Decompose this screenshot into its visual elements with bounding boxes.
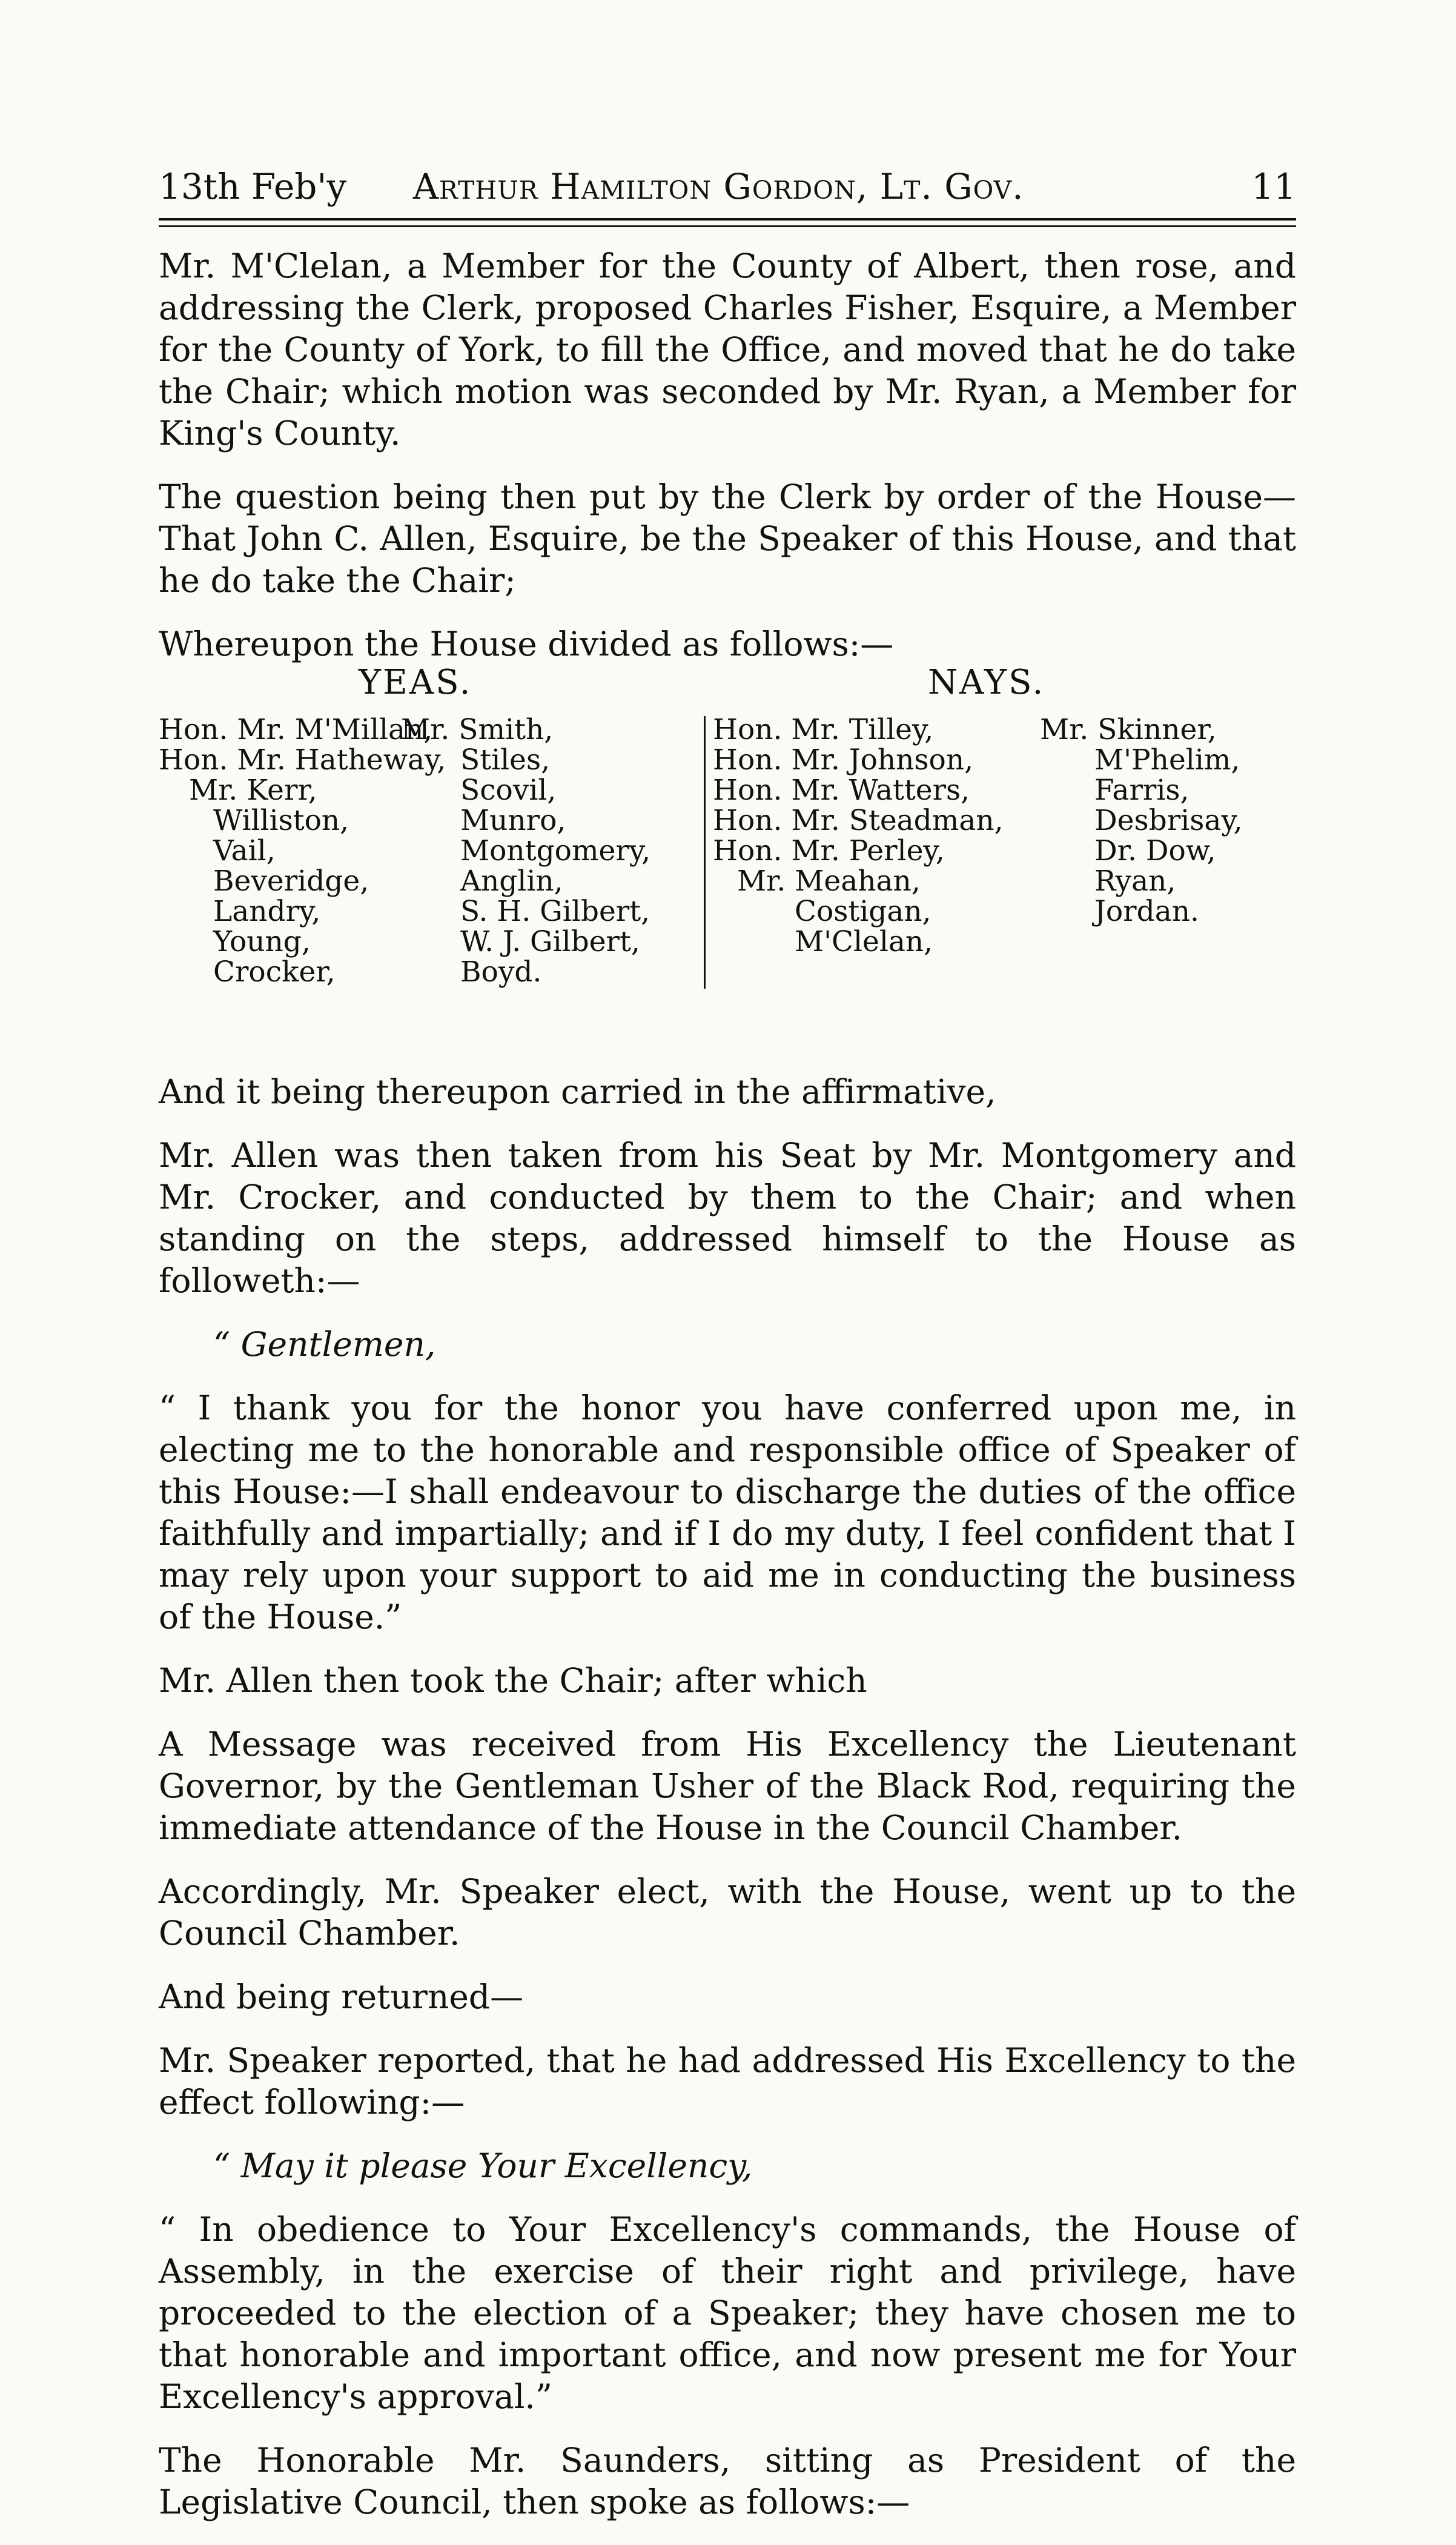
voter-name: Mr. Meahan,	[737, 864, 921, 898]
paragraph-obedience: “ In obedience to Your Excellency's commands, the House of Assembly, in the exercise of their right and privilege, have proceeded to the election of a Speaker; they have chosen me to that honorable and important office, and now present me for Your Excellency's approval.”	[159, 2210, 1296, 2416]
paragraph-nomination: Mr. M'Clelan, a Member for the County of Albert, then rose, and addressing the Clerk, proposed Charles Fisher, Esquire, a Member for the County of York, to fill the Office, and moved that he do take the Chair; which motion was seconded by Mr. Ryan, a Member for King's County.	[159, 247, 1296, 453]
voter-name: Landry,	[213, 895, 321, 928]
voter-name: Hon. Mr. Tilley,	[713, 713, 934, 746]
page-body	[159, 245, 1296, 2545]
voter-name: M'Clelan,	[795, 925, 933, 958]
voter-name: Hon. Mr. Johnson,	[713, 743, 974, 777]
paragraph-reported: Mr. Speaker reported, that he had addressed His Excellency to the effect following:—	[159, 2041, 1296, 2122]
nays-column-1	[713, 715, 1004, 957]
voter-name: Munro,	[460, 804, 566, 837]
running-header	[159, 162, 1296, 211]
voter-name: M'Phelim,	[1094, 743, 1240, 777]
voter-name: Young,	[213, 925, 311, 958]
voter-name: Beveridge,	[213, 864, 369, 898]
paragraph-carried: And it being thereupon carried in the affirmative,	[159, 1072, 996, 1111]
voter-name: Farris,	[1094, 774, 1190, 807]
header-date: 13th Feb'y	[159, 166, 347, 207]
voter-name: Scovil,	[460, 774, 557, 807]
voter-name: Vail,	[213, 834, 276, 868]
header-rule-thin	[159, 225, 1296, 227]
voter-name: Hon. Mr. Steadman,	[713, 804, 1004, 837]
voter-name: Desbrisay,	[1094, 804, 1243, 837]
division-list	[159, 663, 1296, 1055]
voter-name: Williston,	[213, 804, 349, 837]
voter-name: Hon. Mr. Hatheway,	[159, 743, 446, 777]
page-number: 11	[1251, 166, 1296, 207]
paragraph-council-chamber: Accordingly, Mr. Speaker elect, with the House, went up to the Council Chamber.	[159, 1872, 1296, 1953]
voter-name: Mr. Skinner,	[1040, 713, 1217, 746]
header-rule-thick	[159, 218, 1296, 221]
voter-name: Ryan,	[1094, 864, 1176, 898]
voter-name: Hon. Mr. Watters,	[713, 774, 970, 807]
voter-name: Anglin,	[460, 864, 563, 898]
voter-name: W. J. Gilbert,	[460, 925, 640, 958]
voter-name: Mr. Smith,	[401, 713, 554, 746]
voter-name: Crocker,	[213, 955, 336, 989]
voter-name: Jordan.	[1094, 895, 1199, 928]
paragraph-message: A Message was received from His Excellency the Lieutenant Governor, by the Gentleman Usher of the Black Rod, requiring the immediate attendance of the House in the Council Chamber.	[159, 1725, 1296, 1847]
voter-name: Mr. Kerr,	[189, 774, 317, 807]
voter-name: Dr. Dow,	[1094, 834, 1216, 868]
header-title: Arthur Hamilton Gordon, Lt. Gov.	[413, 166, 1024, 207]
voter-name: Stiles,	[460, 743, 551, 777]
yeas-heading: YEAS.	[359, 663, 472, 702]
column-divider	[704, 716, 706, 989]
salutation-gentlemen: “ Gentlemen,	[213, 1325, 436, 1364]
voter-name: Montgomery,	[460, 834, 651, 868]
paragraph-speech: “ I thank you for the honor you have conferred upon me, in electing me to the honorable and responsible office of Speaker of this House:—I shall endeavour to discharge the duties of the office faithfully and impartially; and if I do my duty, I feel confident that I may rely upon your support to aid me in conducting the business of the House.”	[159, 1389, 1296, 1636]
paragraph-returned: And being returned—	[159, 1977, 524, 2016]
nays-heading: NAYS.	[928, 663, 1045, 702]
paragraph-took-chair: Mr. Allen then took the Chair; after which	[159, 1661, 867, 1700]
yeas-column-2	[401, 715, 650, 987]
voter-name: Costigan,	[795, 895, 932, 928]
paragraph-division: Whereupon the House divided as follows:—	[159, 625, 894, 663]
voter-name: Boyd.	[460, 955, 542, 989]
salutation-excellency: “ May it please Your Excellency,	[213, 2146, 753, 2185]
paragraph-conducted: Mr. Allen was then taken from his Seat by Mr. Montgomery and Mr. Crocker, and conducted by them to the Chair; and when standing on the steps, addressed himself to the House as followeth:—	[159, 1136, 1296, 1300]
nays-column-2	[1040, 715, 1243, 927]
voter-name: Hon. Mr. Perley,	[713, 834, 945, 868]
voter-name: Hon. Mr. M'Millan,	[159, 713, 433, 746]
paragraph-question: The question being then put by the Clerk by order of the House—That John C. Allen, Esquire, be the Speaker of this House, and that he do take the Chair;	[159, 477, 1296, 600]
paragraph-saunders: The Honorable Mr. Saunders, sitting as President of the Legislative Council, then spoke as follows:—	[159, 2441, 1296, 2521]
voter-name: S. H. Gilbert,	[460, 895, 650, 928]
